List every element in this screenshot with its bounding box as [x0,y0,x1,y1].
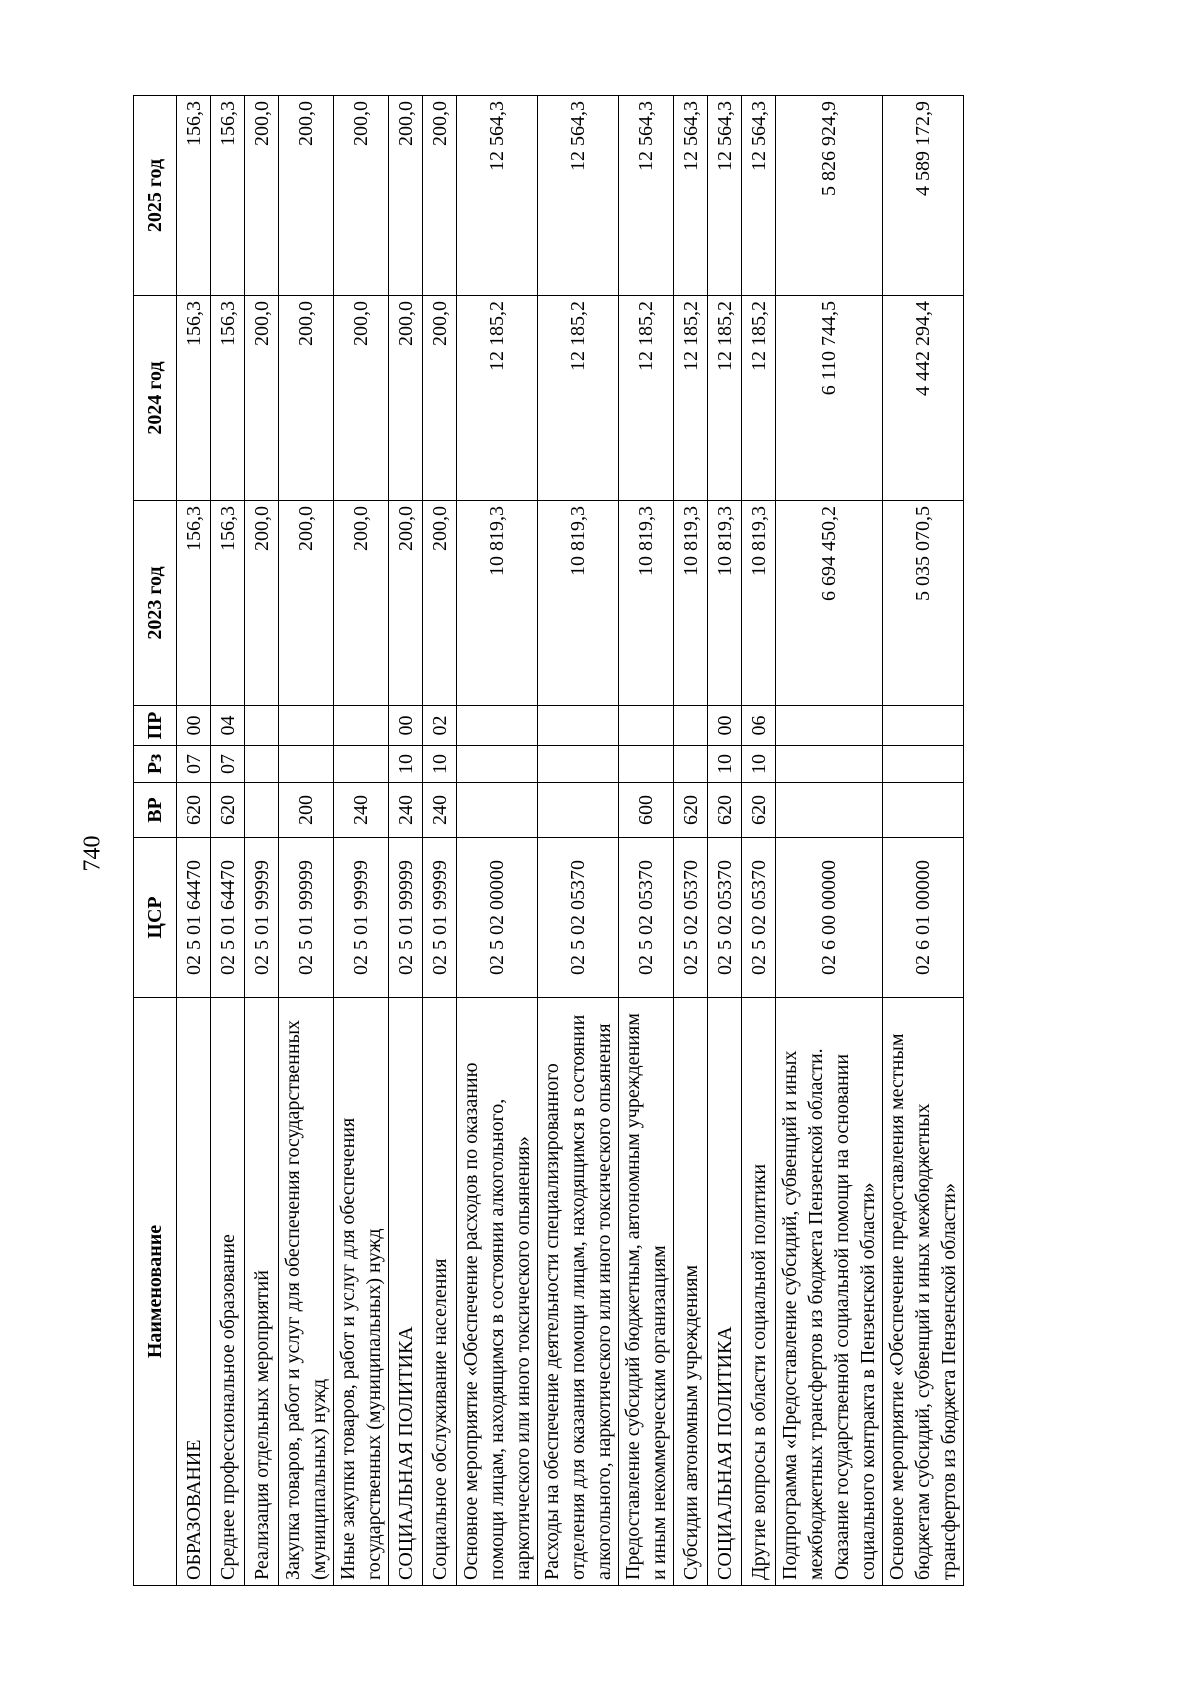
row-vr: 620 [742,783,776,838]
header-rz: Рз [134,746,177,783]
row-vr: 620 [708,783,742,838]
table-row [538,96,619,1586]
row-rz: 10 [389,746,423,783]
row-name: Предоставление субсидий бюджетным, автономным учреждениям и иным некоммерческим организациям [619,998,674,1586]
row-2023: 200,0 [389,501,423,706]
row-2025: 12 564,3 [708,96,742,296]
table-row [389,96,423,1586]
table-row [457,96,538,1586]
row-vr: 240 [334,783,389,838]
row-rz [776,746,883,783]
row-name: Закупка товаров, работ и услуг для обеспечения государственных (муниципальных) нужд [279,998,334,1586]
table-row [708,96,742,1586]
row-2024: 12 185,2 [619,296,674,501]
header-vr: ВР [134,783,177,838]
row-2024: 200,0 [334,296,389,501]
table-row [334,96,389,1586]
row-csr: 02 5 02 05370 [742,838,776,998]
header-name: Наименование [134,998,177,1586]
row-2025: 200,0 [334,96,389,296]
header-2023: 2023 год [134,501,177,706]
row-name: Среднее профессиональное образование [211,998,245,1586]
row-csr: 02 5 02 00000 [457,838,538,998]
row-vr [457,783,538,838]
page-number: 740 [79,835,106,872]
table-row [776,96,883,1586]
budget-table [133,95,964,1586]
row-pr [538,706,619,746]
row-2025: 156,3 [211,96,245,296]
row-pr [457,706,538,746]
row-2024: 12 185,2 [457,296,538,501]
table-row [674,96,708,1586]
row-pr: 04 [211,706,245,746]
row-csr: 02 6 01 00000 [883,838,964,998]
row-2024: 200,0 [389,296,423,501]
row-pr [776,706,883,746]
row-2025: 200,0 [423,96,457,296]
row-rz: 10 [708,746,742,783]
row-2023: 6 694 450,2 [776,501,883,706]
row-2024: 200,0 [423,296,457,501]
row-rz [619,746,674,783]
row-2024: 12 185,2 [742,296,776,501]
row-2023: 10 819,3 [674,501,708,706]
row-2024: 156,3 [211,296,245,501]
row-csr: 02 5 01 64470 [177,838,211,998]
row-2023: 10 819,3 [708,501,742,706]
table-row [279,96,334,1586]
row-csr: 02 5 01 99999 [389,838,423,998]
row-rz [457,746,538,783]
row-rz [334,746,389,783]
header-pr: ПР [134,706,177,746]
row-name: Другие вопросы в области социальной политики [742,998,776,1586]
row-pr [245,706,279,746]
row-vr [883,783,964,838]
row-rz: 10 [423,746,457,783]
row-vr: 620 [674,783,708,838]
row-2023: 156,3 [177,501,211,706]
row-pr [674,706,708,746]
row-vr [245,783,279,838]
row-pr [279,706,334,746]
table-row [245,96,279,1586]
row-rz: 07 [177,746,211,783]
row-name: Расходы на обеспечение деятельности специализированного отделения для оказания помощи лицам, находящимся в состоянии алкогольного, наркотического или иного токсического опьянения [538,998,619,1586]
header-2025: 2025 год [134,96,177,296]
row-csr: 02 5 01 99999 [423,838,457,998]
header-2024: 2024 год [134,296,177,501]
row-csr: 02 5 01 99999 [334,838,389,998]
row-2025: 200,0 [279,96,334,296]
row-2023: 10 819,3 [538,501,619,706]
row-vr: 240 [389,783,423,838]
row-2025: 12 564,3 [538,96,619,296]
row-csr: 02 5 02 05370 [538,838,619,998]
row-name: СОЦИАЛЬНАЯ ПОЛИТИКА [708,998,742,1586]
row-pr: 00 [708,706,742,746]
row-2023: 10 819,3 [619,501,674,706]
row-rz: 10 [742,746,776,783]
row-2024: 200,0 [279,296,334,501]
row-csr: 02 5 01 99999 [279,838,334,998]
row-2024: 4 442 294,4 [883,296,964,501]
budget-table-container [133,96,989,1586]
row-2023: 200,0 [245,501,279,706]
row-2025: 4 589 172,9 [883,96,964,296]
row-rz: 07 [211,746,245,783]
row-2023: 5 035 070,5 [883,501,964,706]
row-rz [279,746,334,783]
row-vr: 620 [211,783,245,838]
row-2023: 200,0 [334,501,389,706]
row-csr: 02 5 02 05370 [619,838,674,998]
header-row [134,96,177,1586]
row-2025: 200,0 [389,96,423,296]
row-rz [538,746,619,783]
row-pr: 00 [389,706,423,746]
row-2024: 6 110 744,5 [776,296,883,501]
row-rz [245,746,279,783]
row-name: ОБРАЗОВАНИЕ [177,998,211,1586]
row-name: Подпрограмма «Предоставление субсидий, субвенций и иных межбюджетных трансфертов из бюджета Пензенской области. Оказание государственной социальной помощи на основании социального контракта в Пензенской области» [776,998,883,1586]
row-rz [883,746,964,783]
row-rz [674,746,708,783]
row-vr: 620 [177,783,211,838]
header-csr: ЦСР [134,838,177,998]
row-csr: 02 5 02 05370 [708,838,742,998]
table-row [423,96,457,1586]
row-2025: 12 564,3 [742,96,776,296]
row-pr: 00 [177,706,211,746]
table-body [177,96,964,1586]
table-row [211,96,245,1586]
row-vr: 240 [423,783,457,838]
row-2024: 156,3 [177,296,211,501]
row-2024: 12 185,2 [538,296,619,501]
row-name: Социальное обслуживание населения [423,998,457,1586]
row-2023: 10 819,3 [742,501,776,706]
row-2025: 156,3 [177,96,211,296]
row-name: Основное мероприятие «Обеспечение предоставления местным бюджетам субсидий, субвенций и иных межбюджетных трансфертов из бюджета Пензенской области» [883,998,964,1586]
row-pr [619,706,674,746]
row-csr: 02 6 00 00000 [776,838,883,998]
row-csr: 02 5 02 05370 [674,838,708,998]
row-csr: 02 5 01 64470 [211,838,245,998]
table-row [742,96,776,1586]
row-name: Иные закупки товаров, работ и услуг для обеспечения государственных (муниципальных) нужд [334,998,389,1586]
row-pr: 02 [423,706,457,746]
row-2024: 12 185,2 [674,296,708,501]
table-row [883,96,964,1586]
row-name: Реализация отдельных мероприятий [245,998,279,1586]
table-row [619,96,674,1586]
row-2024: 200,0 [245,296,279,501]
table-row [177,96,211,1586]
row-name: СОЦИАЛЬНАЯ ПОЛИТИКА [389,998,423,1586]
row-2025: 12 564,3 [619,96,674,296]
row-2023: 10 819,3 [457,501,538,706]
row-name: Основное мероприятие «Обеспечение расходов по оказанию помощи лицам, находящимся в состоянии алкогольного, наркотического или иного токсического опьянения» [457,998,538,1586]
row-vr: 200 [279,783,334,838]
row-pr: 06 [742,706,776,746]
row-name: Субсидии автономным учреждениям [674,998,708,1586]
row-csr: 02 5 01 99999 [245,838,279,998]
row-2023: 200,0 [423,501,457,706]
row-2025: 5 826 924,9 [776,96,883,296]
row-pr [334,706,389,746]
row-2024: 12 185,2 [708,296,742,501]
row-2025: 12 564,3 [674,96,708,296]
row-2025: 200,0 [245,96,279,296]
row-vr [776,783,883,838]
row-2023: 200,0 [279,501,334,706]
row-2025: 12 564,3 [457,96,538,296]
row-2023: 156,3 [211,501,245,706]
row-pr [883,706,964,746]
row-vr [538,783,619,838]
row-vr: 600 [619,783,674,838]
